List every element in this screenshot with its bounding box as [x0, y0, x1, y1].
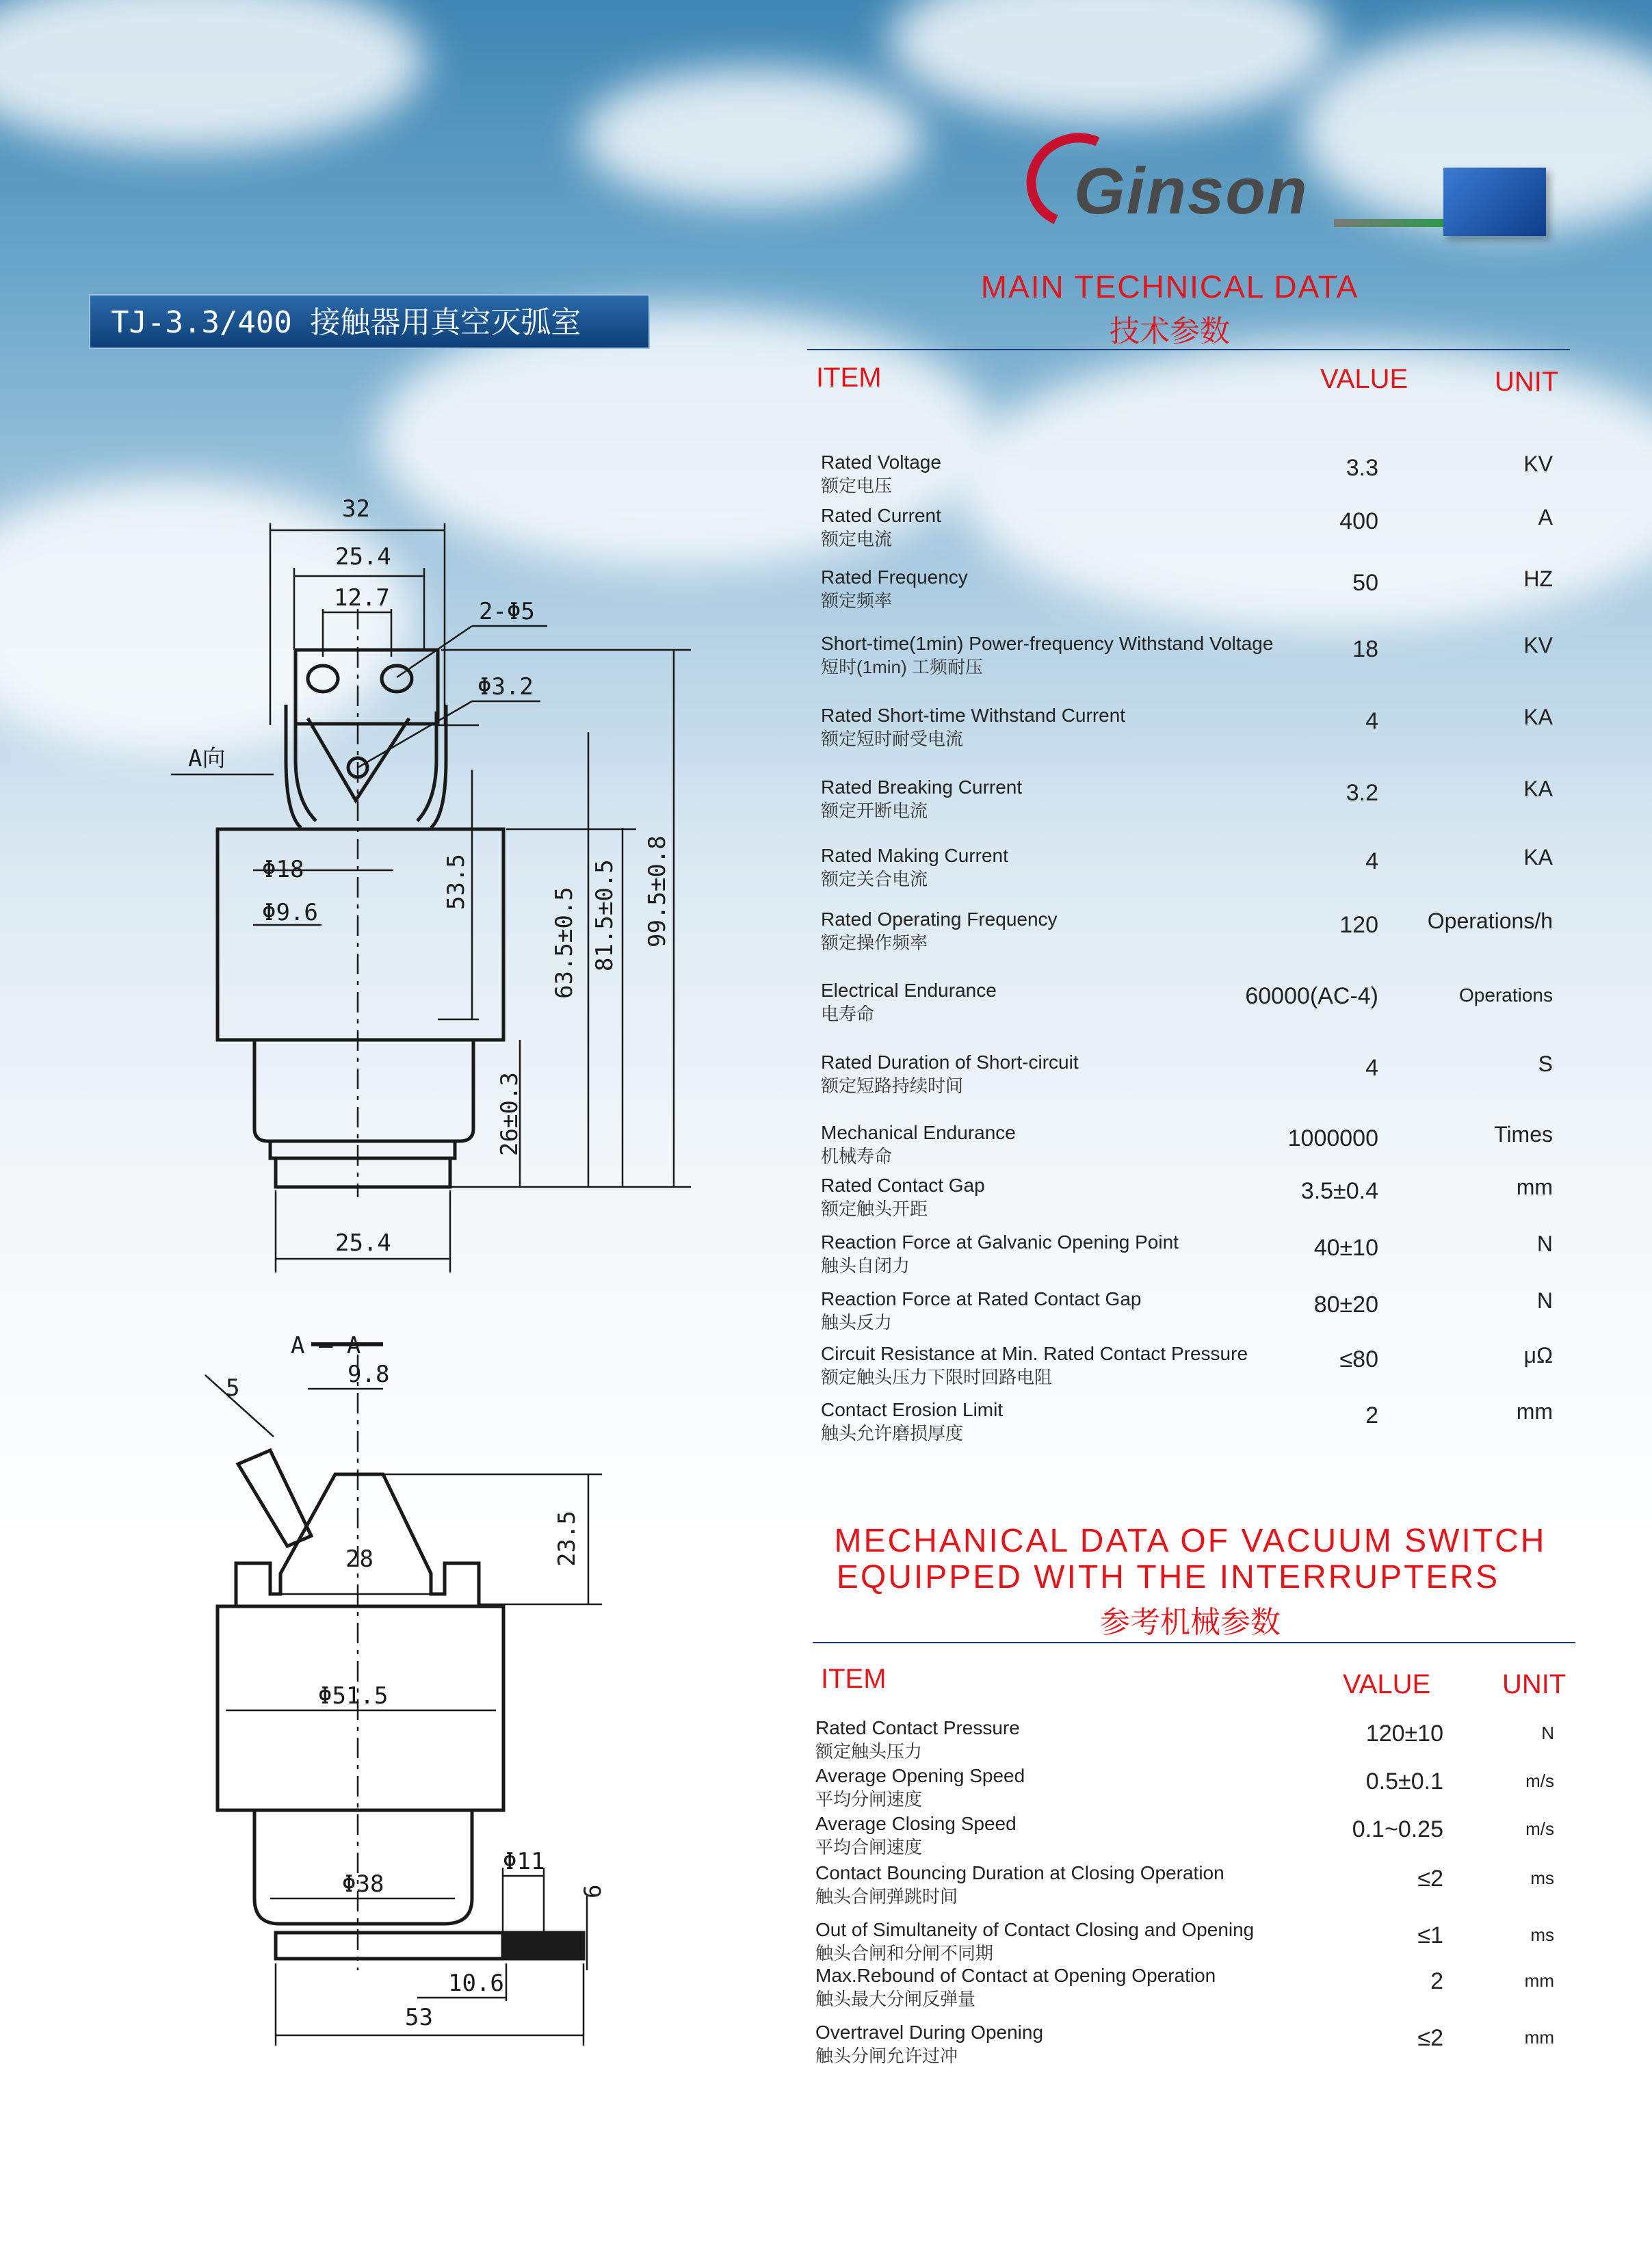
dim-label: 25.4	[335, 1229, 391, 1257]
mech-row-value: 0.5±0.1	[1365, 1768, 1443, 1794]
interrupter-base	[276, 1158, 450, 1187]
dim-label: Φ38	[342, 1870, 384, 1898]
mech-row-label-zh: 触头分闸允许过冲	[815, 2046, 958, 2066]
main-row-label-en: Rated Making Current	[821, 845, 1008, 866]
main-row-unit: HZ	[1523, 566, 1553, 591]
mech-row-label-zh: 触头合闸和分闸不同期	[815, 1943, 994, 1963]
main-row-unit: KA	[1523, 705, 1553, 729]
dim-label: 9.8	[348, 1361, 390, 1388]
dim-label: Φ51.5	[318, 1682, 389, 1710]
mech-row-label-zh: 平均合闸速度	[815, 1837, 923, 1857]
main-row-value: 2	[1365, 1402, 1378, 1428]
terminal-block	[296, 650, 438, 724]
main-row-label-zh: 额定关合电流	[821, 869, 928, 889]
main-row-label-zh: 额定操作频率	[821, 932, 928, 953]
dim-label: Φ9.6	[262, 899, 318, 926]
main-row-label-en: Rated Frequency	[821, 566, 968, 588]
mech-row-unit: ms	[1530, 1868, 1554, 1888]
main-row-label-en: Rated Current	[821, 505, 941, 526]
main-row-unit: Operations	[1459, 984, 1553, 1006]
dim-label: 5	[226, 1374, 240, 1402]
main-row-unit: KA	[1523, 776, 1553, 801]
dim-label: 32	[342, 495, 370, 523]
main-row-label-zh: 额定触头压力下限时回路电阻	[821, 1367, 1053, 1387]
dim-label: 2-Φ5	[479, 598, 535, 625]
dim-label: 28	[345, 1545, 373, 1573]
main-row-label-en: Rated Short-time Withstand Current	[821, 705, 1126, 726]
main-col-unit: UNIT	[1495, 367, 1559, 397]
section-lower-body	[254, 1810, 472, 1924]
product-title: TJ-3.3/400 接触器用真空灭弧室	[89, 294, 650, 349]
mech-row-unit: mm	[1524, 1970, 1554, 1991]
dim-label: 6	[579, 1884, 607, 1898]
main-row-value: 40±10	[1313, 1235, 1378, 1261]
mech-row-value: 2	[1430, 1968, 1443, 1994]
main-row-value: 120	[1339, 912, 1378, 938]
main-row-label-en: Rated Operating Frequency	[821, 909, 1058, 930]
main-row-label-zh: 电寿命	[821, 1004, 875, 1024]
main-col-value: VALUE	[1320, 364, 1408, 394]
main-row-label-zh: 额定短路持续时间	[821, 1075, 964, 1096]
mech-row-label-zh: 平均分闸速度	[815, 1789, 923, 1810]
mech-row-label-en: Contact Bouncing Duration at Closing Operation	[815, 1862, 1224, 1883]
main-row-value: 4	[1365, 1055, 1378, 1081]
mech-row-unit: mm	[1524, 2027, 1554, 2048]
main-row-value: 3.5±0.4	[1300, 1178, 1378, 1204]
mech-row-label-en: Out of Simultaneity of Contact Closing and Opening	[815, 1919, 1255, 1940]
main-row-value: 60000(AC-4)	[1245, 983, 1378, 1009]
main-row-value: 50	[1352, 570, 1378, 596]
main-row-unit: mm	[1516, 1175, 1553, 1199]
main-row-label-zh: 额定开断电流	[821, 800, 928, 821]
mech-row-value: 120±10	[1365, 1721, 1443, 1747]
mech-section-title-en-2: EQUIPPED WITH THE INTERRUPTERS	[836, 1559, 1500, 1595]
main-row-value: 4	[1365, 848, 1378, 874]
main-row-value: 18	[1352, 636, 1378, 662]
dim-label: 23.5	[553, 1511, 581, 1567]
dim-label: 10.6	[448, 1970, 504, 1997]
mech-section-title-zh: 参考机械参数	[1100, 1605, 1281, 1640]
main-row-label-zh: 额定短时耐受电流	[821, 729, 964, 749]
mech-row-value: ≤2	[1417, 2025, 1443, 2051]
main-row-unit: N	[1536, 1288, 1553, 1313]
main-row-label-zh: 额定触头开距	[821, 1199, 928, 1219]
mech-section-title-en-1: MECHANICAL DATA OF VACUUM SWITCH	[834, 1523, 1547, 1559]
dim-label: Φ18	[262, 856, 304, 883]
main-row-unit: A	[1538, 505, 1553, 530]
main-row-unit: KV	[1523, 452, 1553, 476]
main-row-value: 1000000	[1287, 1125, 1378, 1151]
mech-row-label-zh: 触头合闸弹跳时间	[815, 1886, 958, 1907]
main-row-unit: μΩ	[1523, 1343, 1553, 1368]
main-row-label-zh: 触头允许磨损厚度	[821, 1423, 964, 1444]
mech-row-label-en: Overtravel During Opening	[815, 2022, 1044, 2043]
dim-label: 99.5±0.8	[644, 835, 671, 948]
mech-row-label-en: Average Opening Speed	[815, 1765, 1025, 1786]
main-row-value: 400	[1339, 508, 1378, 534]
main-row-label-en: Rated Voltage	[821, 452, 941, 473]
mech-row-label-zh: 额定触头压力	[815, 1741, 923, 1762]
main-row-value: 80±20	[1313, 1292, 1378, 1318]
main-row-unit: KA	[1523, 845, 1553, 870]
dim-label: 12.7	[334, 584, 390, 612]
main-row-label-en: Short-time(1min) Power-frequency Withstand Voltage	[821, 633, 1274, 654]
main-row-label-zh: 额定频率	[821, 590, 893, 611]
dim-label: Φ11	[503, 1848, 545, 1875]
main-row-label-en: Contact Erosion Limit	[821, 1399, 1004, 1420]
mech-row-value: ≤1	[1417, 1922, 1443, 1948]
main-row-label-en: Rated Contact Gap	[821, 1175, 985, 1196]
mech-row-label-en: Max.Rebound of Contact at Opening Operation	[815, 1965, 1216, 1986]
interrupter-flange	[270, 1141, 455, 1158]
main-row-label-en: Rated Breaking Current	[821, 776, 1023, 798]
main-row-unit: KV	[1523, 633, 1553, 657]
dim-label: Φ3.2	[477, 673, 534, 701]
main-row-value: 4	[1365, 708, 1378, 734]
main-row-label-zh: 短时(1min) 工频耐压	[821, 657, 983, 677]
main-row-label-zh: 额定电压	[821, 475, 893, 496]
main-section-title-zh: 技术参数	[1110, 314, 1230, 349]
dim-label: 25.4	[335, 543, 391, 571]
main-row-unit: Times	[1494, 1122, 1553, 1147]
main-row-label-zh: 额定电流	[821, 529, 893, 549]
mech-row-value: ≤2	[1417, 1866, 1443, 1892]
main-row-label-en: Mechanical Endurance	[821, 1122, 1016, 1143]
dim-label: 63.5±0.5	[551, 887, 578, 999]
main-col-item: ITEM	[816, 363, 882, 393]
mech-row-label-zh: 触头最大分闸反弹量	[815, 1989, 976, 2009]
main-row-label-zh: 触头反力	[821, 1312, 893, 1333]
main-row-unit: mm	[1516, 1399, 1553, 1424]
dim-label: 53.5	[443, 854, 470, 910]
main-row-label-en: Reaction Force at Rated Contact Gap	[821, 1288, 1142, 1309]
mech-row-unit: m/s	[1525, 1818, 1554, 1839]
logo-text: Ginson	[1074, 155, 1309, 228]
main-row-value: 3.2	[1346, 780, 1378, 806]
mech-row-label-en: Average Closing Speed	[815, 1813, 1017, 1834]
mech-row-unit: N	[1541, 1723, 1554, 1743]
dim-label: A向	[188, 745, 226, 772]
main-section-title-en: MAIN TECHNICAL DATA	[980, 269, 1359, 304]
main-row-label-zh: 触头自闭力	[821, 1255, 910, 1276]
dim-label: 26±0.3	[496, 1072, 523, 1156]
mech-row-unit: ms	[1530, 1924, 1554, 1945]
main-row-unit: Operations/h	[1427, 909, 1553, 933]
mech-col-item: ITEM	[821, 1664, 887, 1694]
main-row-label-en: Reaction Force at Galvanic Opening Point	[821, 1231, 1179, 1253]
section-angled-terminal	[238, 1450, 311, 1546]
mech-row-value: 0.1~0.25	[1352, 1816, 1443, 1842]
main-row-label-zh: 机械寿命	[821, 1146, 893, 1166]
main-row-unit: N	[1536, 1231, 1553, 1256]
main-row-label-en: Rated Duration of Short-circuit	[821, 1052, 1079, 1073]
main-row-label-en: Circuit Resistance at Min. Rated Contact Pressure	[821, 1343, 1248, 1364]
main-row-value: ≤80	[1339, 1346, 1378, 1372]
dim-label: 81.5±0.5	[591, 859, 618, 971]
mech-row-label-en: Rated Contact Pressure	[815, 1717, 1020, 1738]
main-row-unit: S	[1538, 1052, 1553, 1076]
interrupter-lower-body	[254, 1040, 473, 1141]
mech-row-unit: m/s	[1525, 1771, 1554, 1791]
main-row-value: 3.3	[1346, 455, 1378, 481]
dim-label: 53	[405, 2004, 433, 2031]
mech-col-unit: UNIT	[1502, 1669, 1566, 1699]
main-row-label-en: Electrical Endurance	[821, 980, 997, 1001]
mech-col-value: VALUE	[1343, 1669, 1431, 1699]
section-label: A — A	[291, 1332, 361, 1359]
